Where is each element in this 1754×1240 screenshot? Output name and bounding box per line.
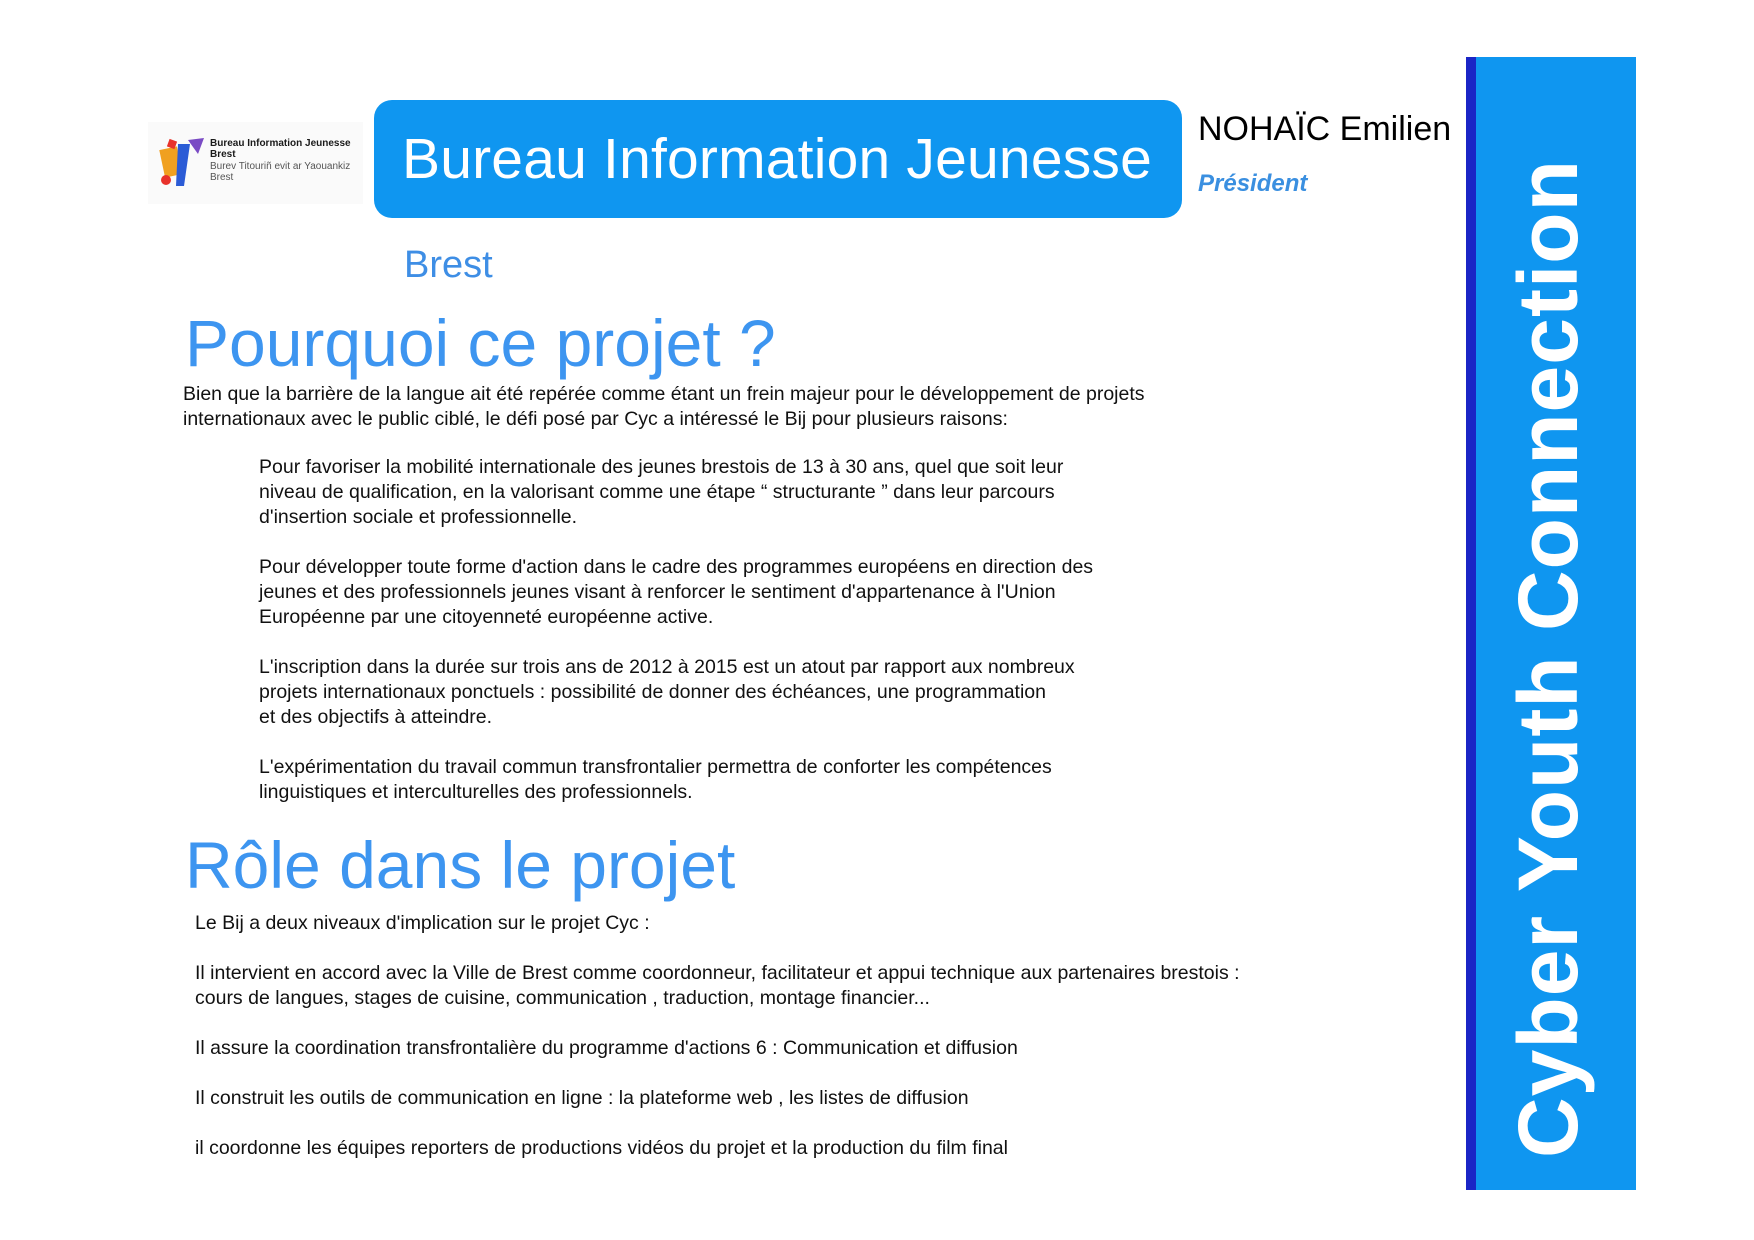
side-banner-edge bbox=[1466, 57, 1476, 1190]
bij-logo-mark-icon bbox=[158, 134, 210, 196]
role-line: Le Bij a deux niveaux d'implication sur le projet Cyc : bbox=[195, 912, 650, 934]
logo-line-1: Bureau Information Jeunesse bbox=[210, 138, 351, 149]
role-line: il coordonne les équipes reporters de productions vidéos du projet et la production du film final bbox=[195, 1137, 1008, 1159]
city-label: Brest bbox=[404, 244, 493, 286]
header-banner bbox=[374, 100, 1182, 218]
reason-line: d'insertion sociale et professionnelle. bbox=[259, 506, 578, 528]
section-heading-why: Pourquoi ce projet ? bbox=[185, 306, 776, 380]
reason-paragraph bbox=[259, 455, 1063, 530]
reason-line: Pour développer toute forme d'action dans le cadre des programmes européens en direction des bbox=[259, 556, 1094, 578]
side-banner-title: Cyber Youth Connection bbox=[1501, 159, 1595, 1158]
intro-line: internationaux avec le public ciblé, le défi posé par Cyc a intéressé le Bij pour plusieurs raisons: bbox=[183, 408, 1008, 430]
president-role: Président bbox=[1198, 170, 1308, 197]
intro-paragraph bbox=[183, 382, 1145, 432]
reason-line: Pour favoriser la mobilité internationale des jeunes brestois de 13 à 30 ans, quel que soit leur bbox=[259, 456, 1064, 478]
logo-line-2: Brest bbox=[210, 149, 236, 160]
president-name: NOHAÏC Emilien bbox=[1198, 110, 1452, 148]
section-heading-role: Rôle dans le projet bbox=[185, 828, 736, 902]
reason-line: niveau de qualification, en la valorisant comme une étape “ structurante ” dans leur parcours bbox=[259, 481, 1055, 503]
header-title: Bureau Information Jeunesse bbox=[402, 127, 1153, 191]
reason-line: jeunes et des professionnels jeunes visant à renforcer le sentiment d'appartenance à l'Union bbox=[259, 581, 1056, 603]
logo-line-4: Brest bbox=[210, 172, 234, 183]
logo-line-3: Burev Titouriñ evit ar Yaouankiz bbox=[210, 161, 351, 172]
reason-line: linguistiques et interculturelles des professionnels. bbox=[259, 781, 693, 803]
role-paragraph bbox=[195, 961, 1240, 1011]
reason-line: L'inscription dans la durée sur trois ans de 2012 à 2015 est un atout par rapport aux nombreux bbox=[259, 656, 1075, 678]
reason-line: projets internationaux ponctuels : possibilité de donner des échéances, une programmation bbox=[259, 681, 1046, 703]
reason-line: L'expérimentation du travail commun transfrontalier permettra de conforter les compétences bbox=[259, 756, 1052, 778]
bij-logo bbox=[148, 122, 363, 204]
reason-paragraph bbox=[259, 655, 1075, 730]
role-line: Il intervient en accord avec la Ville de Brest comme coordonneur, facilitateur et appui technique aux partenaires brestois : bbox=[195, 962, 1240, 984]
role-line: Il assure la coordination transfrontalière du programme d'actions 6 : Communication et diffusion bbox=[195, 1037, 1018, 1059]
reason-paragraph bbox=[259, 755, 1052, 805]
reason-paragraph bbox=[259, 555, 1093, 630]
reason-line: et des objectifs à atteindre. bbox=[259, 706, 493, 728]
intro-line: Bien que la barrière de la langue ait été repérée comme étant un frein majeur pour le développement de projets bbox=[183, 383, 1145, 405]
role-line: cours de langues, stages de cuisine, communication , traduction, montage financier... bbox=[195, 987, 930, 1009]
role-line: Il construit les outils de communication en ligne : la plateforme web , les listes de diffusion bbox=[195, 1087, 969, 1109]
reason-line: Européenne par une citoyenneté européenne active. bbox=[259, 606, 714, 628]
